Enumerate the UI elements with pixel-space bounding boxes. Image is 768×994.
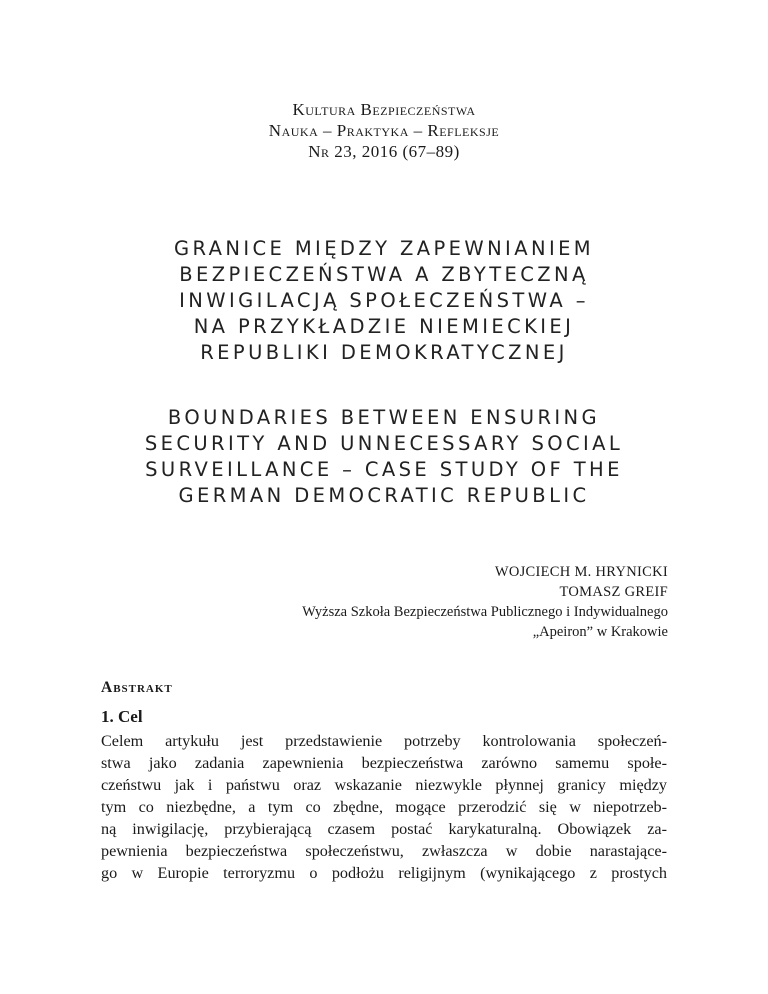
title-pl-line: INWIGILACJĄ SPOŁECZEŃSTWA – <box>179 289 589 312</box>
affiliation: Wyższa Szkoła Bezpieczeństwa Publicznego i Indywidualnego <box>302 604 668 620</box>
body-line: stwa jako zadania zapewnienia bezpieczeństwa zarówno samemu społe- <box>101 754 667 772</box>
abstract-body <box>101 730 667 884</box>
authors-block <box>302 562 668 642</box>
body-line: go w Europie terroryzmu o podłożu religijnym (wynikającego z prostych <box>101 864 667 882</box>
article-title-polish <box>0 236 768 366</box>
abstract-heading: Abstrakt <box>101 679 173 696</box>
title-pl-line: REPUBLIKI DEMOKRATYCZNEJ <box>200 341 568 364</box>
author-name: TOMASZ GREIF <box>559 584 668 600</box>
journal-subtitle: Nauka – Praktyka – Refleksje <box>268 121 500 140</box>
affiliation: „Apeiron” w Krakowie <box>532 624 668 640</box>
body-line: czeństwu jak i państwu oraz wskazanie niezwykle płynnej granicy między <box>101 776 667 794</box>
title-en-line: SECURITY AND UNNECESSARY SOCIAL <box>144 432 624 455</box>
title-pl-line: NA PRZYKŁADZIE NIEMIECKIEJ <box>193 315 575 338</box>
section-heading: 1. Cel <box>101 707 143 726</box>
title-en-line: SURVEILLANCE – CASE STUDY OF THE <box>145 458 623 481</box>
title-pl-line: GRANICE MIĘDZY ZAPEWNIANIEM <box>173 237 595 260</box>
body-line: pewnienia bezpieczeństwa społeczeństwu, zwłaszcza w dobie narastające- <box>101 842 667 860</box>
title-en-line: BOUNDARIES BETWEEN ENSURING <box>167 406 601 429</box>
title-en-line: GERMAN DEMOCRATIC REPUBLIC <box>178 484 590 507</box>
author-name: WOJCIECH M. HRYNICKI <box>494 564 668 580</box>
body-line: Celem artykułu jest przedstawienie potrzeby kontrolowania społeczeń- <box>101 732 667 750</box>
article-title-english <box>0 405 768 509</box>
title-pl-line: BEZPIECZEŃSTWA A ZBYTECZNĄ <box>179 263 589 286</box>
body-line: tym co niezbędne, a tym co zbędne, mogące przerodzić się w niepotrzeb- <box>101 798 667 816</box>
journal-issue: Nr 23, 2016 (67–89) <box>308 142 460 161</box>
journal-title: Kultura Bezpieczeństwa <box>292 100 476 119</box>
journal-header <box>0 99 768 162</box>
body-line: ną inwigilację, przybierającą czasem postać karykaturalną. Obowiązek za- <box>101 820 667 838</box>
